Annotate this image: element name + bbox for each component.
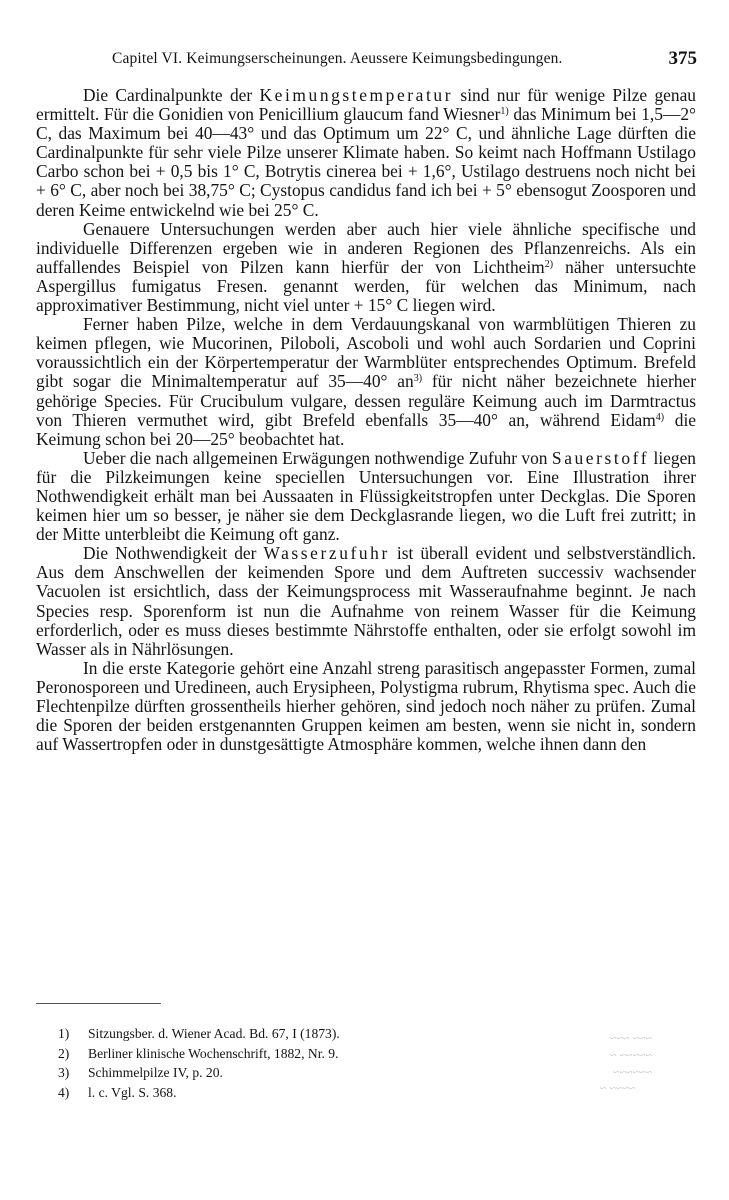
text-span: näher untersuchte Aspergillus fumigatus Fresen. genannt werden, für welchen das Minimum, nach approximativer Bestimmung, nicht viel unter + 15° C liegen wird. — [36, 256, 696, 316]
text-span: Die Nothwendigkeit der — [83, 543, 264, 564]
paragraph-6 — [36, 659, 696, 754]
text-span: sind nur für wenige Pilze genau ermittelt. Für die Gonidien von Penicillium glaucum fand Wiesner — [36, 85, 696, 125]
text-span: In die erste Kategorie gehört eine Anzahl streng parasitisch angepasster Formen, zumal Peronosporeen und Uredineen, auch Erysipheen, Polystigma rubrum, Rhytisma spec. Auch die Flechtenpilze dürften grossentheils hierher gehören, sind jedoch noch näher zu prüfen. Zumal die Sporen der beiden erstgenannten Gruppen keimen am besten, wenn sie nicht in, sondern auf Wassertropfen oder in dunstgesättigte Atmosphäre kommen, welche ihnen dann den — [36, 657, 696, 755]
text-span: das Minimum bei 1,5—2° C, das Maximum bei 40—43° und das Optimum um 22° C, und ähnliche Lage dürften die Cardinalpunkte für sehr viele Pilze unserer Klimate haben. So keimt nach Hoffmann Ustilago Carbo schon bei + 0,5 bis 1° C, Botrytis cinerea bei + 1,6°, Ustilago destruens noch nicht bei + 6° C, aber noch bei 38,75° C; Cystopus candidus fand ich bei + 5° ebensogut Zoosporen und deren Keime entwickelnd wie bei 25° C. — [36, 104, 696, 220]
footnote-text: Berliner klinische Wochenschrift, 1882, Nr. 9. — [88, 1045, 339, 1061]
body-text — [36, 86, 696, 754]
footnote-ref-3: 3) — [413, 373, 423, 385]
footnote-4 — [58, 1083, 658, 1103]
page-number: 375 — [668, 48, 697, 69]
text-span: liegen für die Pilzkeimungen keine speciellen Untersuchungen vor. Eine Illustration ihrer Nothwendigkeit erhält man bei Aussaaten in Flüssigkeitstropfen unter Deckglas. Die Sporen keimen hier um so besser, je näher sie dem Deckglasrande liegen, wo die Luft frei zutritt; in der Mitte unterbleibt die Keimung oft ganz. — [36, 447, 696, 545]
paragraph-4 — [36, 449, 696, 544]
text-span: ist überall evident und selbstverständlich. Aus dem Anschwellen der keimenden Spore und dem Auftreten successiv wachsender Vacuolen ist ersichtlich, dass der Keimungsprocess mit Wasseraufnahme beginnt. Je nach Species resp. Sporenform ist nun die Aufnahme von reinem Wasser für die Keimung erforderlich, oder es muss dieses bestimmte Nährstoffe enthalten, oder sie erfolgt sowohl im Wasser als in Nährlösungen. — [36, 543, 696, 659]
text-span: Ferner haben Pilze, welche in dem Verdauungskanal von warmblütigen Thieren zu keimen pflegen, wie Mucorinen, Piloboli, Ascoboli und wohl auch Sordarien und Coprini voraussichtlich ein der Körpertemperatur der Warmblüter entsprechendes Optimum. Brefeld gibt sogar die Minimaltemperatur auf 35—40° an — [36, 314, 696, 392]
emphasis-sauerstoff: Sauerstoff — [551, 447, 650, 468]
text-span: Ueber die nach allgemeinen Erwägungen nothwendige Zufuhr von — [83, 447, 552, 468]
footnote-1 — [58, 1024, 658, 1044]
text-span: Genauere Untersuchungen werden aber auch hier viele ähnliche specifische und individuelle Differenzen ergeben wie in anderen Regionen des Pflanzenreichs. Als ein auffallendes Beispiel von Pilzen kann hierfür der von Lichtheim — [36, 218, 696, 277]
footnote-mark: 3) — [58, 1065, 70, 1081]
footnote-mark: 4) — [58, 1084, 70, 1100]
text-span: die Keimung schon bei 20—25° beobachtet hat. — [36, 409, 696, 449]
paragraph-3 — [36, 315, 696, 449]
text-span: Die Cardinalpunkte der — [83, 85, 260, 105]
paragraph-5 — [36, 544, 696, 659]
footnote-mark: 1) — [58, 1026, 70, 1041]
footnote-3 — [58, 1063, 658, 1083]
footnote-text: Sitzungsber. d. Wiener Acad. Bd. 67, I (1873). — [88, 1026, 340, 1041]
footnote-ref-1: 1) — [500, 106, 509, 118]
footnote-text: l. c. Vgl. S. 368. — [88, 1084, 177, 1100]
text-span: für nicht näher bezeichnete hierher gehörige Species. Für Crucibulum vulgare, dessen reguläre Keimung auch im Darmtractus von Thieren vermuthet wird, gibt Brefeld ebenfalls 35—40° an, während Eidam — [36, 371, 696, 430]
footnotes — [58, 1024, 658, 1102]
page-header — [112, 48, 697, 72]
footnote-ref-4: 4) — [655, 411, 665, 423]
running-head: Capitel VI. Keimungserscheinungen. Aeussere Keimungsbedingungen. — [112, 50, 563, 67]
footnote-mark: 2) — [58, 1045, 70, 1061]
paragraph-1 — [36, 86, 696, 220]
footnote-2 — [58, 1044, 658, 1064]
footnote-text: Schimmelpilze IV, p. 20. — [88, 1065, 223, 1081]
emphasis-wasserzufuhr: Wasserzufuhr — [263, 543, 390, 564]
footnote-divider — [36, 1003, 161, 1004]
show-through-bleed: ~~~~ ~ — [600, 1081, 636, 1095]
emphasis-keimungstemperatur: Keimungstemperatur — [259, 85, 454, 105]
footnote-ref-2: 2) — [544, 258, 554, 270]
paragraph-2 — [36, 220, 696, 315]
show-through-bleed: ~~~ ~~~ ~~~~~ ~ ~~~~~~ — [610, 1031, 652, 1079]
